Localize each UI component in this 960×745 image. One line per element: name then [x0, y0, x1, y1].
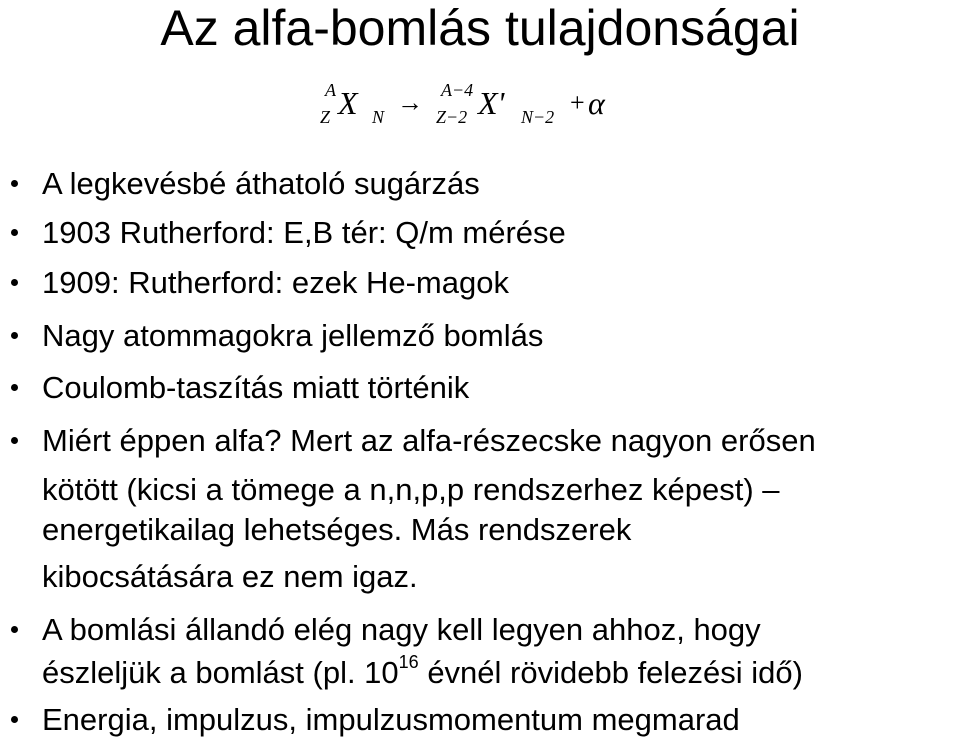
plus-sign: +: [570, 88, 585, 117]
bullet-dot: [11, 279, 18, 286]
bullet-dot: [11, 716, 18, 723]
bullet-text-line: kibocsátására ez nem igaz.: [42, 559, 418, 594]
bullet-text-line: kötött (kicsi a tömege a n,n,p,p rendszerhez képest) –: [42, 472, 780, 507]
bullet-text: A legkevésbé áthatoló sugárzás: [42, 166, 480, 201]
bullet-text: Energia, impulzus, impulzusmomentum megmarad: [42, 702, 740, 737]
bullet-text-line: Miért éppen alfa? Mert az alfa-részecske nagyon erősen: [42, 423, 816, 458]
bullet-text-after-exponent: évnél rövidebb felezési idő): [418, 655, 803, 690]
bullet-text-line: A bomlási állandó elég nagy kell legyen ahhoz, hogy: [42, 612, 761, 647]
bullet-dot: [11, 332, 18, 339]
bullet-text: Nagy atommagokra jellemző bomlás: [42, 318, 544, 353]
bullet-text-line: energetikailag lehetséges. Más rendszerek: [42, 512, 632, 547]
bullet-text: 1903 Rutherford: E,B tér: Q/m mérése: [42, 215, 566, 250]
daughter-mass-number: A−4: [441, 80, 474, 100]
parent-symbol: X: [338, 85, 358, 121]
parent-charge-number: Z: [320, 107, 331, 127]
slide-title: Az alfa-bomlás tulajdonságai: [160, 0, 800, 56]
bullet-text: Coulomb-taszítás miatt történik: [42, 370, 470, 405]
alpha-symbol: α: [588, 85, 605, 121]
bullet-dot: [11, 229, 18, 236]
bullet-text-before-exponent: észleljük a bomlást (pl. 10: [42, 655, 399, 690]
bullet-dot: [11, 384, 18, 391]
bullet-dot: [11, 180, 18, 187]
bullet-dot: [11, 626, 18, 633]
bullet-text-line: [42, 651, 803, 691]
parent-mass-number: A: [325, 80, 336, 100]
parent-neutron-number: N: [372, 107, 385, 127]
bullet-dot: [11, 437, 18, 444]
decay-arrow: →: [397, 88, 423, 117]
daughter-neutron-number: N−2: [521, 107, 555, 127]
bullet-text: 1909: Rutherford: ezek He-magok: [42, 265, 509, 300]
exponent: 16: [398, 651, 419, 672]
daughter-charge-number: Z−2: [436, 107, 468, 127]
daughter-symbol: X': [478, 85, 505, 121]
